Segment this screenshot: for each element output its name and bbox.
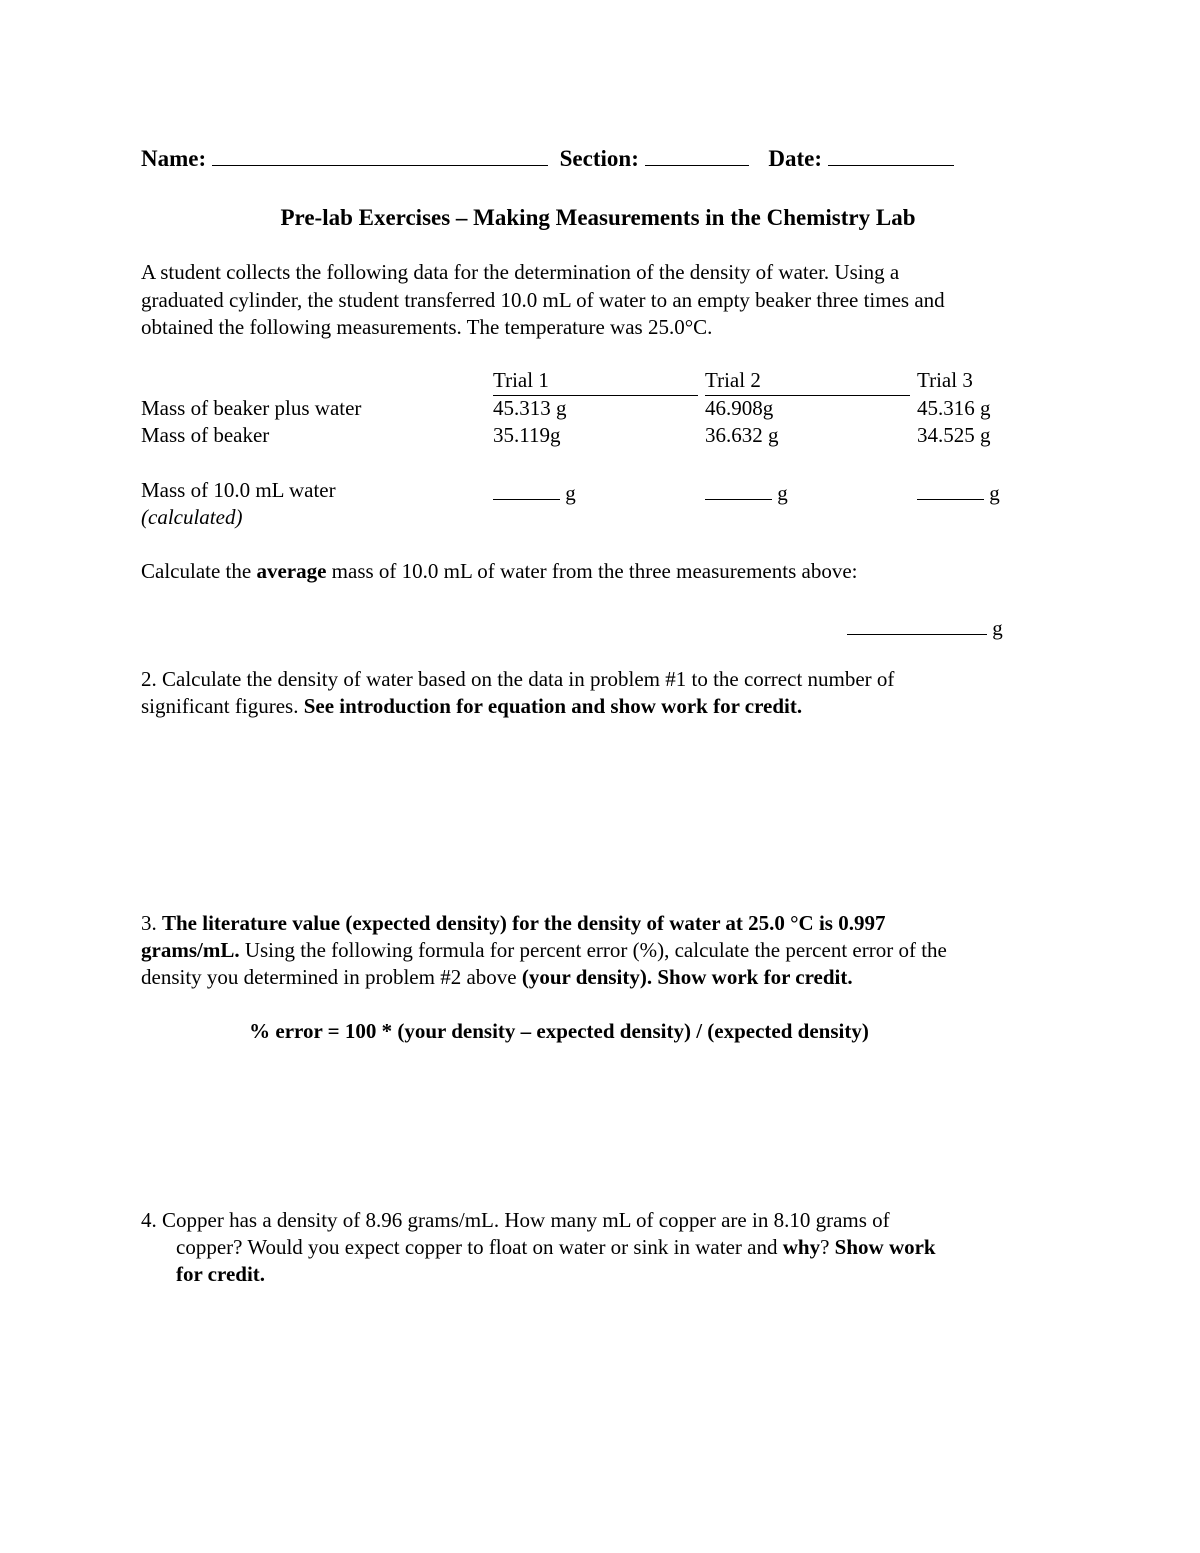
- section-label: Section:: [559, 146, 639, 171]
- date-label: Date:: [768, 146, 822, 171]
- calc-answer-trial-2: g: [705, 479, 788, 507]
- question-4-line-1: 4. Copper has a density of 8.96 grams/mL. How many mL of copper are in 8.10 grams of: [141, 1208, 890, 1232]
- average-answer: g: [847, 614, 1003, 642]
- row-label-beaker-plus-water: Mass of beaker plus water: [141, 396, 362, 420]
- percent-error-formula: % error = 100 * (your density – expected density) / (expected density): [249, 1019, 869, 1043]
- question-3-line-2: grams/mL. Using the following formula for percent error (%), calculate the percent error of the: [141, 938, 947, 962]
- answer-blank[interactable]: [847, 614, 987, 635]
- table-cell: 35.119g: [493, 423, 561, 447]
- page-title: Pre-lab Exercises – Making Measurements in the Chemistry Lab: [280, 205, 916, 230]
- question-3-line-3: density you determined in problem #2 above (your density). Show work for credit.: [141, 965, 853, 989]
- question-1-text: Calculate the average mass of 10.0 mL of water from the three measurements above:: [141, 559, 858, 583]
- calc-answer-trial-3: g: [917, 479, 1000, 507]
- table-cell: 45.313 g: [493, 396, 567, 420]
- answer-blank[interactable]: [917, 479, 984, 500]
- section-blank[interactable]: [645, 145, 749, 166]
- table-cell: 45.316 g: [917, 396, 991, 420]
- table-cell: 34.525 g: [917, 423, 991, 447]
- table-header-trial-2: Trial 2: [705, 367, 910, 396]
- table-cell: 36.632 g: [705, 423, 779, 447]
- question-2-line-1: 2. Calculate the density of water based on the data in problem #1 to the correct number of: [141, 667, 895, 691]
- row-label-mass-water: Mass of 10.0 mL water: [141, 478, 336, 502]
- question-2-line-2: significant figures. See introduction for equation and show work for credit.: [141, 694, 803, 718]
- question-3-line-1: 3. The literature value (expected density) for the density of water at 25.0 °C is 0.997: [141, 911, 886, 935]
- name-blank[interactable]: [212, 145, 548, 166]
- intro-line-1: A student collects the following data for the determination of the density of water. Using a: [141, 260, 900, 284]
- question-4-line-2: copper? Would you expect copper to float on water or sink in water and why? Show work: [176, 1235, 936, 1259]
- calc-answer-trial-1: g: [493, 479, 576, 507]
- intro-line-3: obtained the following measurements. The temperature was 25.0°C.: [141, 315, 713, 339]
- table-cell: 46.908g: [705, 396, 774, 420]
- answer-blank[interactable]: [705, 479, 772, 500]
- table-header-trial-3: Trial 3: [917, 368, 973, 392]
- table-header-trial-1: Trial 1: [493, 367, 698, 396]
- answer-blank[interactable]: [493, 479, 560, 500]
- date-blank[interactable]: [828, 145, 954, 166]
- row-label-beaker: Mass of beaker: [141, 423, 270, 447]
- intro-line-2: graduated cylinder, the student transferred 10.0 mL of water to an empty beaker three times and: [141, 288, 945, 312]
- calculated-note: (calculated): [141, 505, 243, 529]
- header-line: [141, 145, 954, 172]
- question-4-line-3: for credit.: [176, 1262, 266, 1286]
- name-label: Name:: [141, 146, 207, 171]
